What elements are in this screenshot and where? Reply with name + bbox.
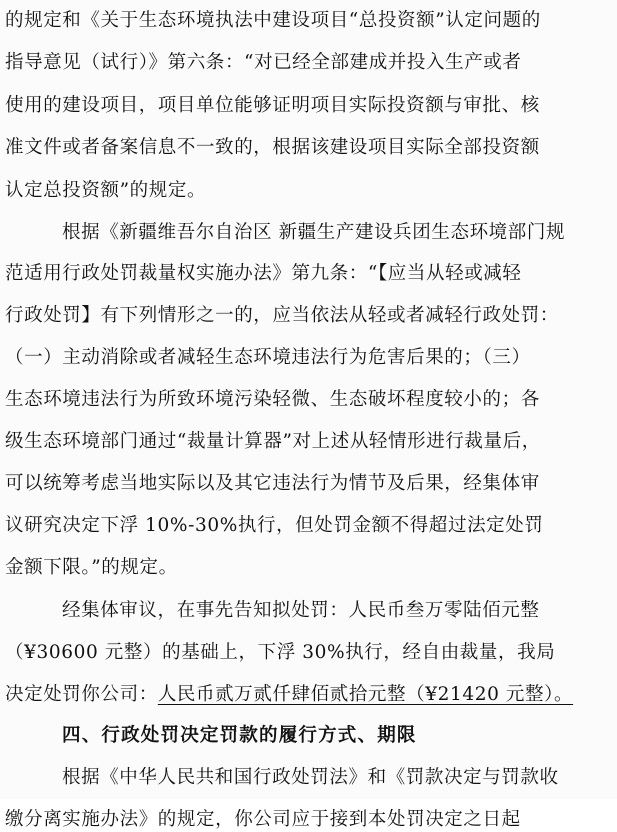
text-line-2: 指导意见（试行）》第六条：“对已经全部建成并投入生产或者	[5, 52, 522, 73]
text-line-9: （一）主动消除或者减轻生态环境违法行为危害后果的；（三）	[5, 347, 531, 368]
text-line-11: 级生态环境部门通过“裁量计算器”对上述从轻情形进行裁量后，	[5, 431, 541, 452]
text-line-14: 金额下限。”的规定。	[5, 557, 178, 578]
text-line-6: 根据《新疆维吾尔自治区 新疆生产建设兵团生态环境部门规	[62, 222, 566, 243]
text-line-8: 行政处罚】有下列情形之一的，应当依法从轻或者减轻行政处罚：	[5, 305, 559, 326]
decision-line	[5, 683, 573, 707]
text-line-12: 可以统筹考虑当地实际以及其它违法行为情节及后果，经集体审	[5, 473, 540, 494]
text-line-10: 生态环境违法行为所致环境污染轻微、生态破坏程度较小的；各	[5, 389, 540, 410]
section-heading: 四、行政处罚决定罚款的履行方式、期限	[62, 725, 417, 746]
decision-prefix: 决定处罚你公司：	[5, 684, 158, 705]
text-line-17: 根据《中华人民共和国行政处罚法》和《罚款决定与罚款收	[62, 767, 559, 788]
text-line-16: （¥30600 元整）的基础上，下浮 30%执行，经自由裁量，我局	[5, 642, 556, 663]
text-line-7: 范适用行政处罚裁量权实施办法》第九条：“【应当从轻或减轻	[5, 263, 522, 284]
text-line-5: 认定总投资额”的规定。	[5, 180, 207, 201]
decision-amount: 人民币贰万贰仟肆佰贰拾元整（¥21420 元整）。	[157, 684, 574, 705]
text-line-3: 使用的建设项目，项目单位能够证明项目实际投资额与审批、核	[5, 95, 540, 116]
text-line-13: 议研究决定下浮 10%-30%执行，但处罚金额不得超过法定处罚	[5, 515, 544, 536]
text-line-15: 经集体审议，在事先告知拟处罚：人民币叁万零陆佰元整	[62, 600, 540, 621]
text-line-18: 缴分离实施办法》的规定，你公司应于接到本处罚决定之日起	[5, 809, 521, 830]
text-line-1: 的规定和《关于生态环境执法中建设项目“总投资额”认定问题的	[5, 10, 541, 31]
text-line-4: 准文件或者备案信息不一致的，根据该建设项目实际全部投资额	[5, 137, 540, 158]
